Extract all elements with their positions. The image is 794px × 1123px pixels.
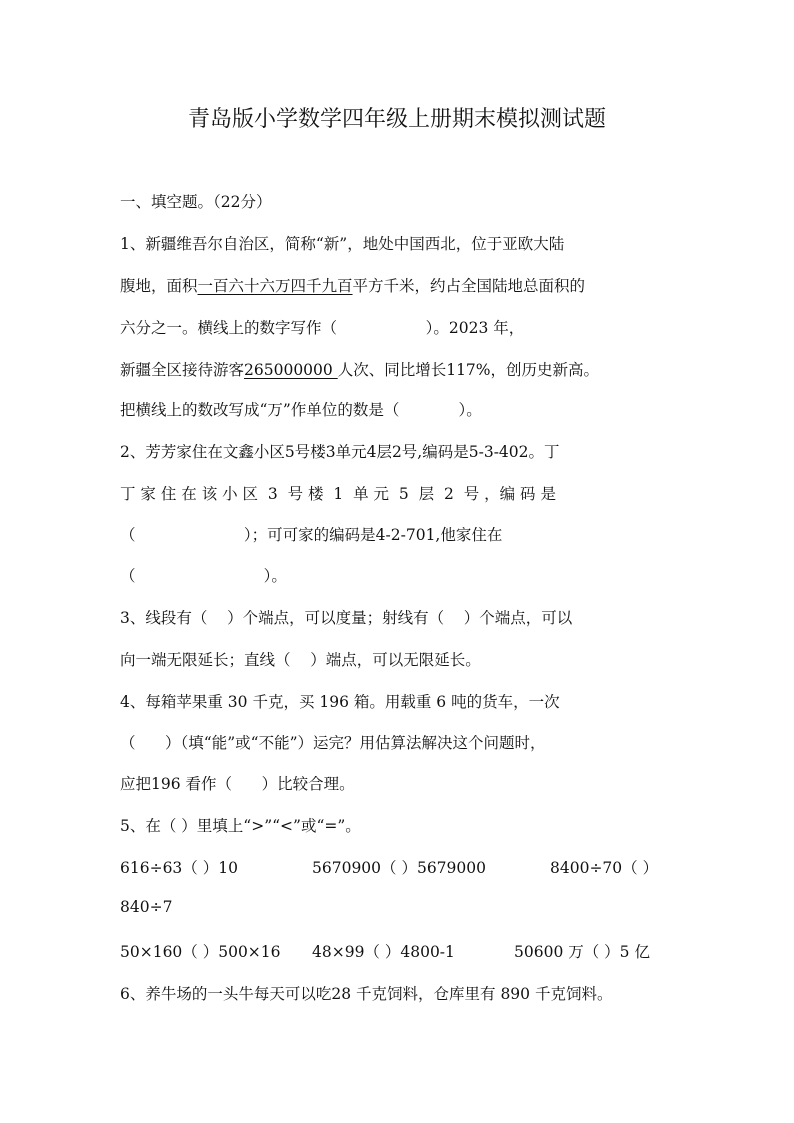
q2-line-4: （ ）。: [120, 567, 287, 585]
q1-line-2-a: 腹地，面积: [120, 277, 198, 295]
q1-line-4-a: 新疆全区接待游客: [120, 361, 245, 379]
q1-line-4: [120, 358, 680, 380]
section-heading: 一、填空题。（22分）: [120, 193, 272, 211]
q4-line-1: 4、每箱苹果重 30 千克，买 196 箱。用载重 6 吨的货车，一次: [120, 693, 560, 711]
q1-line-2-b: 平方千米，约占全国陆地总面积的: [352, 277, 586, 295]
q5-expr-5: 48×99（ ）4800-1: [312, 943, 455, 961]
q5-expr-3-cont: 840÷7: [120, 898, 173, 916]
q5-expr-6: 50600 万（ ）5 亿: [514, 943, 650, 961]
q3-line-1: 3、线段有（ ）个端点，可以度量；射线有（ ）个端点，可以: [120, 609, 573, 627]
q5-expr-3: 8400÷70（ ）: [550, 859, 659, 877]
q1-underlined-visitors: 265000000: [244, 361, 338, 379]
q2-line-3: （ ）；可可家的编码是4-2-701,他家住在: [120, 526, 503, 544]
q2-line-1: 2、芳芳家住在文鑫小区5号楼3单元4层2号,编码是5-3-402。丁: [120, 443, 560, 461]
q1-line-1: 1、新疆维吾尔自治区，简称“新”，地处中国西北，位于亚欧大陆: [120, 235, 565, 253]
q5-heading: 5、在（ ）里填上“>”“<”或“=”。: [120, 817, 361, 835]
q6-line-1: 6、养牛场的一头牛每天可以吃28 千克饲料，仓库里有 890 千克饲料。: [120, 985, 613, 1003]
q1-underlined-area: 一百六十六万四千九百: [197, 277, 353, 295]
q2-line-2: 丁 家 住 在 该 小 区 3 号 楼 1 单 元 5 层 2 号 ，编 码 是: [120, 485, 556, 503]
page-title: 青岛版小学数学四年级上册期末模拟测试题: [187, 107, 606, 132]
q5-expr-2: 5670900（ ）5679000: [312, 859, 486, 877]
q1-line-4-b: 人次、同比增长117%，创历史新高。: [337, 361, 600, 379]
q1-line-5: 把横线上的数改写成“万”作单位的数是（ ）。: [120, 401, 482, 419]
q5-expr-4: 50×160（ ）500×16: [120, 943, 281, 961]
q4-line-3: 应把196 看作（ ）比较合理。: [120, 775, 355, 793]
q1-line-2: [120, 274, 680, 296]
q5-expr-1: 616÷63（ ）10: [120, 859, 238, 877]
q3-line-2: 向一端无限延长；直线（ ）端点，可以无限延长。: [120, 651, 481, 669]
q1-line-3: 六分之一。横线上的数字写作（ ）。2023 年，: [120, 319, 525, 337]
q4-line-2: （ ）（填“能”或“不能”）运完？用估算法解决这个问题时，: [120, 734, 546, 752]
